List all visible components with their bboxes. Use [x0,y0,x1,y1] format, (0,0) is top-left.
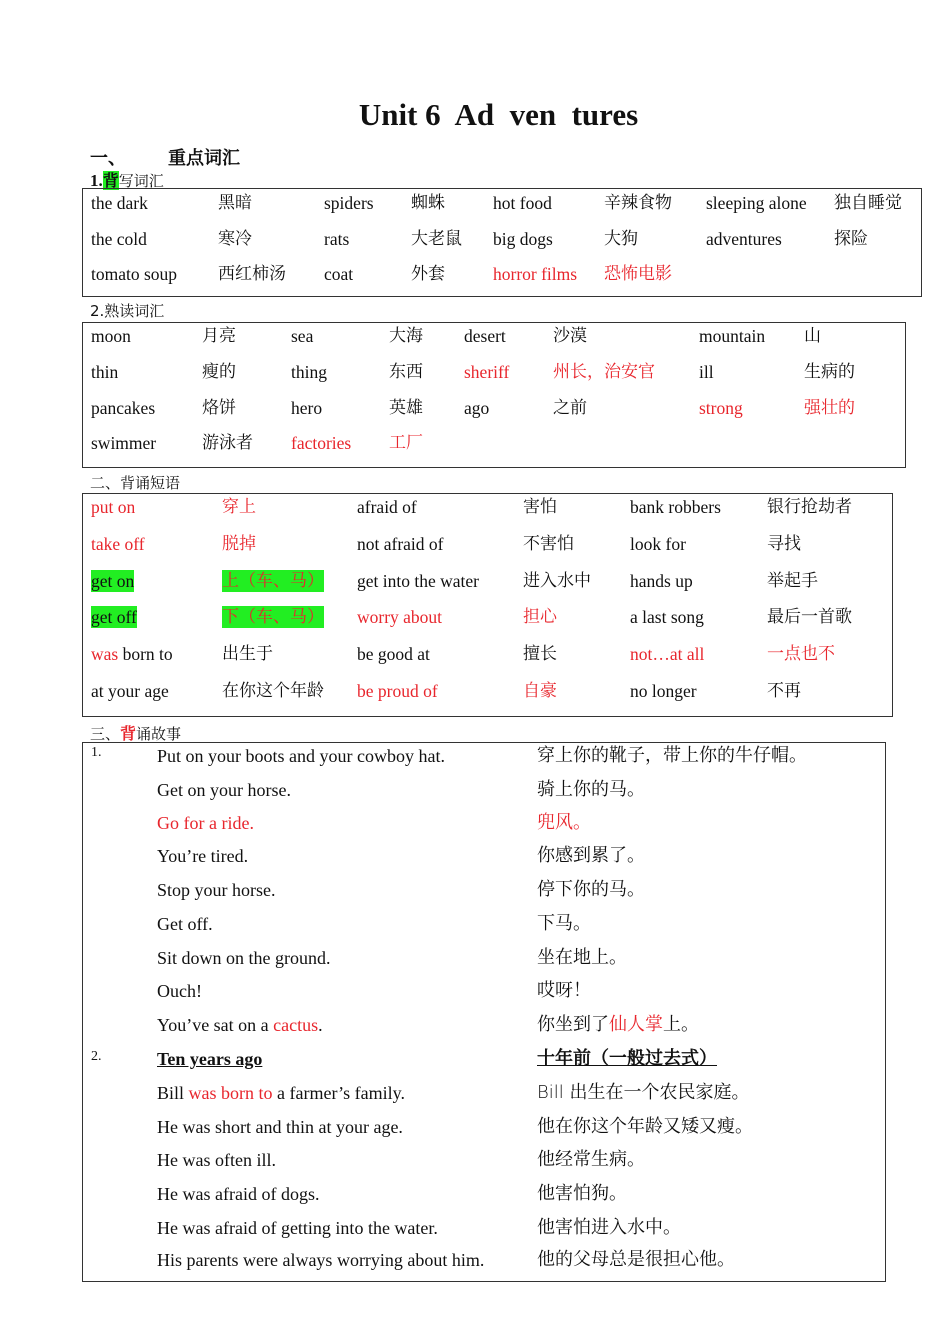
section-number: 三、 [90,725,121,743]
table-cell: 生病的 [804,362,855,382]
red-text: was born to [188,1083,273,1103]
table-cell: 山 [804,326,821,346]
table-cell: at your age [91,681,169,701]
table-cell: thin [91,362,119,382]
table-cell: afraid of [357,497,417,517]
table-cell: be good at [357,644,430,664]
table-cell: 兜风。 [537,812,591,833]
table-cell: 下（车、马） [222,607,324,627]
page-title [0,97,950,133]
table-cell: adventures [706,229,782,249]
table-cell: hands up [630,571,693,591]
table-cell: 蜘蛛 [411,193,445,213]
table-cell: the dark [91,193,148,213]
table-cell: 沙漠 [553,326,587,346]
table-cell: 停下你的马。 [537,879,645,900]
subsection-2-heading: 2.熟读词汇 [90,302,165,320]
table-cell: sea [291,326,314,346]
story-1-line-en [157,1014,323,1036]
table-cell: Ouch! [157,981,202,1001]
table-cell: coat [324,264,354,284]
section-label: 诵故事 [136,725,182,743]
title-word: Unit 6 [358,97,441,132]
table-cell: sheriff [464,362,510,382]
table-cell: 工厂 [389,433,423,453]
table-cell: 举起手 [767,571,818,591]
table-cell: 出生于 [222,644,273,664]
table-cell: 穿上你的靴子，带上你的牛仔帽。 [537,745,807,766]
table-cell: take off [91,534,145,554]
story-2-heading-zh: 十年前（一般过去式） [537,1048,717,1069]
table-cell: bank robbers [630,497,721,517]
sub-number: 1. [90,171,103,190]
red-text: was [91,644,119,664]
table-cell: He was afraid of dogs. [157,1184,320,1204]
table-cell: 下马。 [537,913,591,934]
table-cell: not…at all [630,644,705,664]
table-cell: 外套 [411,264,445,284]
table-cell: pancakes [91,398,156,418]
table-cell: hero [291,398,323,418]
table-cell: 坐在地上。 [537,947,627,968]
table-cell: strong [699,398,743,418]
section-3-heading [90,721,181,744]
table-cell: big dogs [493,229,553,249]
table-cell: Get on your horse. [157,780,291,800]
table-cell: 他害怕狗。 [537,1183,627,1204]
table-cell: 恐怖电影 [604,264,672,284]
table-cell: 东西 [389,362,423,382]
table-cell: 他经常生病。 [537,1149,645,1170]
table-cell: no longer [630,681,697,701]
table-cell: 辛辣食物 [604,193,672,213]
table-cell: 一点也不 [767,644,835,664]
table-cell: the cold [91,229,147,249]
table-cell: 西红柿汤 [218,264,286,284]
table-cell: 黑暗 [218,193,252,213]
table-cell: look for [630,534,686,554]
table-cell: be proud of [357,681,438,701]
table-cell: Put on your boots and your cowboy hat. [157,746,445,766]
title-word: Ad [454,97,495,132]
table-cell: He was often ill. [157,1150,276,1170]
table-cell: 瘦的 [202,362,236,382]
table-cell: 他在你这个年龄又矮又瘦。 [537,1116,753,1137]
table-cell: 游泳者 [202,433,253,453]
table-cell: 寻找 [767,534,801,554]
story-2-line-en [157,1082,405,1104]
table-cell: get off [91,607,137,627]
table-cell: 不害怕 [523,534,574,554]
table-cell: 进入水中 [523,571,591,591]
table-cell: 寒冷 [218,229,252,249]
sub-label: 写词汇 [118,172,164,190]
table-cell: Get off. [157,914,213,934]
section-1-heading [90,144,240,170]
text: You’ve sat on a [157,1015,274,1035]
table-cell: horror films [493,264,578,284]
table-cell: 大海 [389,326,423,346]
table-cell: 哎呀！ [537,980,591,1001]
table-cell: moon [91,326,131,346]
section-label: 重点词汇 [168,148,240,169]
table-cell: rats [324,229,350,249]
table-cell: factories [291,433,352,453]
table-cell: 不再 [767,681,801,701]
table-cell: 大老鼠 [411,229,462,249]
table-cell: mountain [699,326,766,346]
text: . [318,1015,323,1035]
table-cell: worry about [357,607,443,627]
text: 上。 [663,1014,699,1035]
story-2-number: 2. [91,1049,102,1064]
table-cell: ill [699,362,714,382]
text: Bill [157,1083,189,1103]
table-cell: get into the water [357,571,479,591]
table-cell: a last song [630,607,704,627]
table-cell: sleeping alone [706,193,807,213]
story-2-heading-en: Ten years ago [157,1049,263,1069]
text: a farmer’s family. [272,1083,405,1103]
table-cell: 州长，治安官 [553,362,655,382]
table-cell: Go for a ride. [157,813,254,833]
section-number: 一、 [90,148,126,169]
story-1-line-zh [537,1014,699,1036]
sub-bold: 背 [102,171,119,190]
story-1-number: 1. [91,745,102,760]
table-cell: ago [464,398,490,418]
table-cell: 脱掉 [222,534,256,554]
table-cell: 擅长 [523,644,557,664]
table-cell: 月亮 [202,326,236,346]
table-cell [91,643,173,665]
table-cell: get on [91,571,135,591]
table-cell: put on [91,497,136,517]
table-cell: 之前 [553,398,587,418]
table-cell: 探险 [834,229,868,249]
table-cell: He was short and thin at your age. [157,1117,403,1137]
table-cell: 担心 [523,607,557,627]
table-cell: 在你这个年龄 [222,681,324,701]
table-cell: Stop your horse. [157,880,276,900]
table-cell: 你感到累了。 [537,845,645,866]
table-cell: hot food [493,193,552,213]
table-cell: 英雄 [389,398,423,418]
table-cell: He was afraid of getting into the water. [157,1218,438,1238]
title-word: tures [571,97,639,132]
section-2-heading: 二、背诵短语 [90,474,181,492]
title-word: ven [509,97,557,132]
table-cell: 银行抢劫者 [767,497,852,517]
table-cell: 上（车、马） [222,571,324,591]
table-cell: spiders [324,193,374,213]
table-cell: 最后一首歌 [767,607,852,627]
table-cell: Sit down on the ground. [157,948,331,968]
section-bold: 背 [120,724,137,743]
text: 你坐到了 [537,1014,609,1035]
table-cell: desert [464,326,506,346]
red-text: cactus [273,1015,319,1035]
table-cell: not afraid of [357,534,444,554]
table-cell: 自豪 [523,681,557,701]
table-cell: 骑上你的马。 [537,779,645,800]
table-cell: You’re tired. [157,846,249,866]
table-cell: 独自睡觉 [834,193,902,213]
table-cell: 大狗 [604,229,638,249]
table-cell: 害怕 [523,497,557,517]
table-cell: thing [291,362,327,382]
table-cell: 穿上 [222,497,256,517]
table-cell: tomato soup [91,264,178,284]
story-2-line-zh: Bill 出生在一个农民家庭。 [537,1082,750,1103]
table-cell: His parents were always worrying about him. [157,1250,485,1270]
table-cell: 强壮的 [804,398,855,418]
text: born to [118,644,173,664]
red-text: 仙人掌 [609,1014,663,1035]
table-cell: 他害怕进入水中。 [537,1217,681,1238]
table-cell: swimmer [91,433,157,453]
table-cell: 他的父母总是很担心他。 [537,1249,735,1270]
table-cell: 烙饼 [202,398,236,418]
